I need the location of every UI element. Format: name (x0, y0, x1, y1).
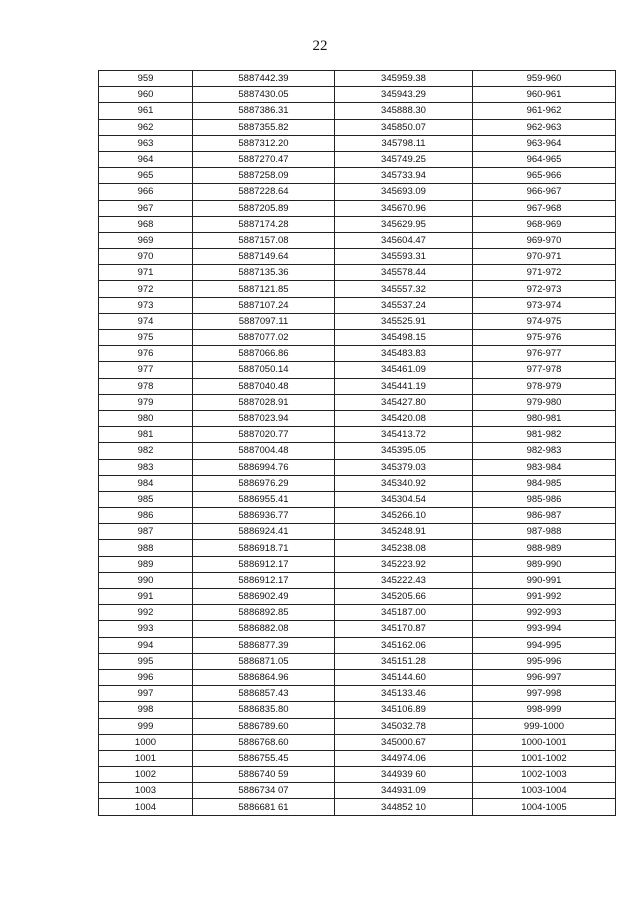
y-coordinate-cell: 345032.78 (335, 718, 473, 734)
x-coordinate-cell: 5887270.47 (193, 151, 335, 167)
table-row (99, 297, 616, 313)
table-row (99, 669, 616, 685)
segment-cell: 978-979 (473, 378, 616, 394)
segment-cell: 998-999 (473, 702, 616, 718)
point-number-cell: 964 (99, 151, 193, 167)
y-coordinate-cell: 345461.09 (335, 362, 473, 378)
table-row (99, 151, 616, 167)
x-coordinate-cell: 5887107.24 (193, 297, 335, 313)
x-coordinate-cell: 5887040.48 (193, 378, 335, 394)
x-coordinate-cell: 5887004.48 (193, 443, 335, 459)
segment-cell: 988-989 (473, 540, 616, 556)
table-row (99, 410, 616, 426)
point-number-cell: 971 (99, 265, 193, 281)
point-number-cell: 989 (99, 556, 193, 572)
segment-cell: 967-968 (473, 200, 616, 216)
point-number-cell: 961 (99, 103, 193, 119)
table-row (99, 427, 616, 443)
point-number-cell: 972 (99, 281, 193, 297)
segment-cell: 960-961 (473, 87, 616, 103)
segment-cell: 980-981 (473, 410, 616, 426)
x-coordinate-cell: 5887077.02 (193, 330, 335, 346)
point-number-cell: 977 (99, 362, 193, 378)
table-row (99, 394, 616, 410)
x-coordinate-cell: 5887149.64 (193, 249, 335, 265)
table-row (99, 281, 616, 297)
y-coordinate-cell: 345888.30 (335, 103, 473, 119)
table-row (99, 330, 616, 346)
segment-cell: 999-1000 (473, 718, 616, 734)
x-coordinate-cell: 5887157.08 (193, 232, 335, 248)
segment-cell: 966-967 (473, 184, 616, 200)
x-coordinate-cell: 5886976.29 (193, 475, 335, 491)
y-coordinate-cell: 345395.05 (335, 443, 473, 459)
x-coordinate-cell: 5887050.14 (193, 362, 335, 378)
point-number-cell: 1000 (99, 734, 193, 750)
segment-cell: 968-969 (473, 216, 616, 232)
segment-cell: 997-998 (473, 686, 616, 702)
x-coordinate-cell: 5886857.43 (193, 686, 335, 702)
x-coordinate-cell: 5887355.82 (193, 119, 335, 135)
point-number-cell: 974 (99, 313, 193, 329)
y-coordinate-cell: 344939 60 (335, 767, 473, 783)
table-row (99, 750, 616, 766)
point-number-cell: 981 (99, 427, 193, 443)
x-coordinate-cell: 5887386.31 (193, 103, 335, 119)
table-row (99, 556, 616, 572)
point-number-cell: 963 (99, 135, 193, 151)
segment-cell: 979-980 (473, 394, 616, 410)
point-number-cell: 978 (99, 378, 193, 394)
table-row (99, 459, 616, 475)
table-row (99, 621, 616, 637)
segment-cell: 962-963 (473, 119, 616, 135)
segment-cell: 964-965 (473, 151, 616, 167)
x-coordinate-cell: 5887228.64 (193, 184, 335, 200)
table-row (99, 475, 616, 491)
x-coordinate-cell: 5886902.49 (193, 589, 335, 605)
y-coordinate-cell: 345170.87 (335, 621, 473, 637)
y-coordinate-cell: 345133.46 (335, 686, 473, 702)
y-coordinate-cell: 345733.94 (335, 168, 473, 184)
table-row (99, 200, 616, 216)
page-number: 22 (312, 38, 328, 54)
x-coordinate-cell: 5887135.36 (193, 265, 335, 281)
y-coordinate-cell: 345604.47 (335, 232, 473, 248)
table-row (99, 87, 616, 103)
point-number-cell: 966 (99, 184, 193, 200)
point-number-cell: 990 (99, 572, 193, 588)
segment-cell: 1004-1005 (473, 799, 616, 815)
point-number-cell: 997 (99, 686, 193, 702)
y-coordinate-cell: 345223.92 (335, 556, 473, 572)
x-coordinate-cell: 5886835.80 (193, 702, 335, 718)
y-coordinate-cell: 345959.38 (335, 71, 473, 87)
point-number-cell: 999 (99, 718, 193, 734)
y-coordinate-cell: 345441.19 (335, 378, 473, 394)
x-coordinate-cell: 5886864.96 (193, 669, 335, 685)
segment-cell: 985-986 (473, 491, 616, 507)
table-row (99, 491, 616, 507)
table-row (99, 589, 616, 605)
table-row (99, 767, 616, 783)
y-coordinate-cell: 345593.31 (335, 249, 473, 265)
point-number-cell: 986 (99, 508, 193, 524)
table-row (99, 232, 616, 248)
y-coordinate-cell: 345304.54 (335, 491, 473, 507)
table-row (99, 799, 616, 815)
x-coordinate-cell: 5886936.77 (193, 508, 335, 524)
point-number-cell: 980 (99, 410, 193, 426)
point-number-cell: 959 (99, 71, 193, 87)
segment-cell: 995-996 (473, 653, 616, 669)
point-number-cell: 967 (99, 200, 193, 216)
y-coordinate-cell: 345187.00 (335, 605, 473, 621)
point-number-cell: 965 (99, 168, 193, 184)
x-coordinate-cell: 5886877.39 (193, 637, 335, 653)
table-row (99, 540, 616, 556)
x-coordinate-cell: 5887430.05 (193, 87, 335, 103)
y-coordinate-cell: 345151.28 (335, 653, 473, 669)
table-row (99, 265, 616, 281)
point-number-cell: 985 (99, 491, 193, 507)
y-coordinate-cell: 345537.24 (335, 297, 473, 313)
segment-cell: 971-972 (473, 265, 616, 281)
point-number-cell: 988 (99, 540, 193, 556)
point-number-cell: 998 (99, 702, 193, 718)
y-coordinate-cell: 345144.60 (335, 669, 473, 685)
table-row (99, 71, 616, 87)
segment-cell: 983-984 (473, 459, 616, 475)
table-row (99, 572, 616, 588)
point-number-cell: 969 (99, 232, 193, 248)
y-coordinate-cell: 345943.29 (335, 87, 473, 103)
segment-cell: 1001-1002 (473, 750, 616, 766)
point-number-cell: 992 (99, 605, 193, 621)
y-coordinate-cell: 345162.06 (335, 637, 473, 653)
x-coordinate-cell: 5886768.60 (193, 734, 335, 750)
point-number-cell: 993 (99, 621, 193, 637)
y-coordinate-cell: 345106.89 (335, 702, 473, 718)
x-coordinate-cell: 5886681 61 (193, 799, 335, 815)
y-coordinate-cell: 345248.91 (335, 524, 473, 540)
table-row (99, 718, 616, 734)
table-row (99, 119, 616, 135)
segment-cell: 994-995 (473, 637, 616, 653)
segment-cell: 982-983 (473, 443, 616, 459)
segment-cell: 975-976 (473, 330, 616, 346)
x-coordinate-cell: 5886892.85 (193, 605, 335, 621)
y-coordinate-cell: 345525.91 (335, 313, 473, 329)
y-coordinate-cell: 345420.08 (335, 410, 473, 426)
table-row (99, 168, 616, 184)
y-coordinate-cell: 345266.10 (335, 508, 473, 524)
table-row (99, 346, 616, 362)
segment-cell: 1000-1001 (473, 734, 616, 750)
x-coordinate-cell: 5887028.91 (193, 394, 335, 410)
coordinates-table (98, 70, 616, 816)
x-coordinate-cell: 5887312.20 (193, 135, 335, 151)
x-coordinate-cell: 5887066.86 (193, 346, 335, 362)
y-coordinate-cell: 345000.67 (335, 734, 473, 750)
point-number-cell: 962 (99, 119, 193, 135)
table-row (99, 734, 616, 750)
point-number-cell: 983 (99, 459, 193, 475)
table-row (99, 313, 616, 329)
point-number-cell: 1001 (99, 750, 193, 766)
segment-cell: 970-971 (473, 249, 616, 265)
table-row (99, 605, 616, 621)
table-row (99, 702, 616, 718)
point-number-cell: 976 (99, 346, 193, 362)
point-number-cell: 1002 (99, 767, 193, 783)
y-coordinate-cell: 345413.72 (335, 427, 473, 443)
segment-cell: 990-991 (473, 572, 616, 588)
segment-cell: 987-988 (473, 524, 616, 540)
point-number-cell: 1004 (99, 799, 193, 815)
y-coordinate-cell: 345379.03 (335, 459, 473, 475)
y-coordinate-cell: 345670.96 (335, 200, 473, 216)
table-row (99, 184, 616, 200)
segment-cell: 961-962 (473, 103, 616, 119)
point-number-cell: 968 (99, 216, 193, 232)
y-coordinate-cell: 345749.25 (335, 151, 473, 167)
x-coordinate-cell: 5887097.11 (193, 313, 335, 329)
table-row (99, 378, 616, 394)
table-row (99, 443, 616, 459)
point-number-cell: 996 (99, 669, 193, 685)
y-coordinate-cell: 345483.83 (335, 346, 473, 362)
x-coordinate-cell: 5886882.08 (193, 621, 335, 637)
x-coordinate-cell: 5886789.60 (193, 718, 335, 734)
y-coordinate-cell: 344852 10 (335, 799, 473, 815)
point-number-cell: 982 (99, 443, 193, 459)
x-coordinate-cell: 5887258.09 (193, 168, 335, 184)
y-coordinate-cell: 345205.66 (335, 589, 473, 605)
table-row (99, 103, 616, 119)
point-number-cell: 973 (99, 297, 193, 313)
table-row (99, 653, 616, 669)
y-coordinate-cell: 345238.08 (335, 540, 473, 556)
x-coordinate-cell: 5886740 59 (193, 767, 335, 783)
point-number-cell: 979 (99, 394, 193, 410)
y-coordinate-cell: 345578.44 (335, 265, 473, 281)
x-coordinate-cell: 5886734 07 (193, 783, 335, 799)
y-coordinate-cell: 345798.11 (335, 135, 473, 151)
segment-cell: 996-997 (473, 669, 616, 685)
point-number-cell: 984 (99, 475, 193, 491)
y-coordinate-cell: 345693.09 (335, 184, 473, 200)
y-coordinate-cell: 345427.80 (335, 394, 473, 410)
y-coordinate-cell: 345850.07 (335, 119, 473, 135)
coordinates-table-body (99, 71, 616, 816)
table-row (99, 783, 616, 799)
x-coordinate-cell: 5886918.71 (193, 540, 335, 556)
point-number-cell: 991 (99, 589, 193, 605)
point-number-cell: 960 (99, 87, 193, 103)
x-coordinate-cell: 5886912.17 (193, 572, 335, 588)
table-row (99, 135, 616, 151)
table-row (99, 249, 616, 265)
table-row (99, 524, 616, 540)
x-coordinate-cell: 5886994.76 (193, 459, 335, 475)
point-number-cell: 987 (99, 524, 193, 540)
segment-cell: 963-964 (473, 135, 616, 151)
segment-cell: 984-985 (473, 475, 616, 491)
table-row (99, 508, 616, 524)
x-coordinate-cell: 5886755.45 (193, 750, 335, 766)
table-row (99, 686, 616, 702)
x-coordinate-cell: 5887121.85 (193, 281, 335, 297)
x-coordinate-cell: 5886924.41 (193, 524, 335, 540)
y-coordinate-cell: 344974.06 (335, 750, 473, 766)
point-number-cell: 995 (99, 653, 193, 669)
segment-cell: 959-960 (473, 71, 616, 87)
segment-cell: 974-975 (473, 313, 616, 329)
point-number-cell: 970 (99, 249, 193, 265)
x-coordinate-cell: 5886871.05 (193, 653, 335, 669)
y-coordinate-cell: 345222.43 (335, 572, 473, 588)
y-coordinate-cell: 344931.09 (335, 783, 473, 799)
x-coordinate-cell: 5887442.39 (193, 71, 335, 87)
segment-cell: 989-990 (473, 556, 616, 572)
segment-cell: 1002-1003 (473, 767, 616, 783)
segment-cell: 992-993 (473, 605, 616, 621)
segment-cell: 976-977 (473, 346, 616, 362)
x-coordinate-cell: 5887174.28 (193, 216, 335, 232)
segment-cell: 973-974 (473, 297, 616, 313)
table-row (99, 362, 616, 378)
segment-cell: 969-970 (473, 232, 616, 248)
y-coordinate-cell: 345498.15 (335, 330, 473, 346)
y-coordinate-cell: 345629.95 (335, 216, 473, 232)
y-coordinate-cell: 345557.32 (335, 281, 473, 297)
x-coordinate-cell: 5887020.77 (193, 427, 335, 443)
point-number-cell: 975 (99, 330, 193, 346)
segment-cell: 991-992 (473, 589, 616, 605)
segment-cell: 986-987 (473, 508, 616, 524)
segment-cell: 1003-1004 (473, 783, 616, 799)
x-coordinate-cell: 5887023.94 (193, 410, 335, 426)
x-coordinate-cell: 5886912.17 (193, 556, 335, 572)
segment-cell: 972-973 (473, 281, 616, 297)
segment-cell: 981-982 (473, 427, 616, 443)
y-coordinate-cell: 345340.92 (335, 475, 473, 491)
point-number-cell: 994 (99, 637, 193, 653)
segment-cell: 977-978 (473, 362, 616, 378)
table-row (99, 637, 616, 653)
x-coordinate-cell: 5887205.89 (193, 200, 335, 216)
x-coordinate-cell: 5886955.41 (193, 491, 335, 507)
segment-cell: 993-994 (473, 621, 616, 637)
table-row (99, 216, 616, 232)
segment-cell: 965-966 (473, 168, 616, 184)
point-number-cell: 1003 (99, 783, 193, 799)
